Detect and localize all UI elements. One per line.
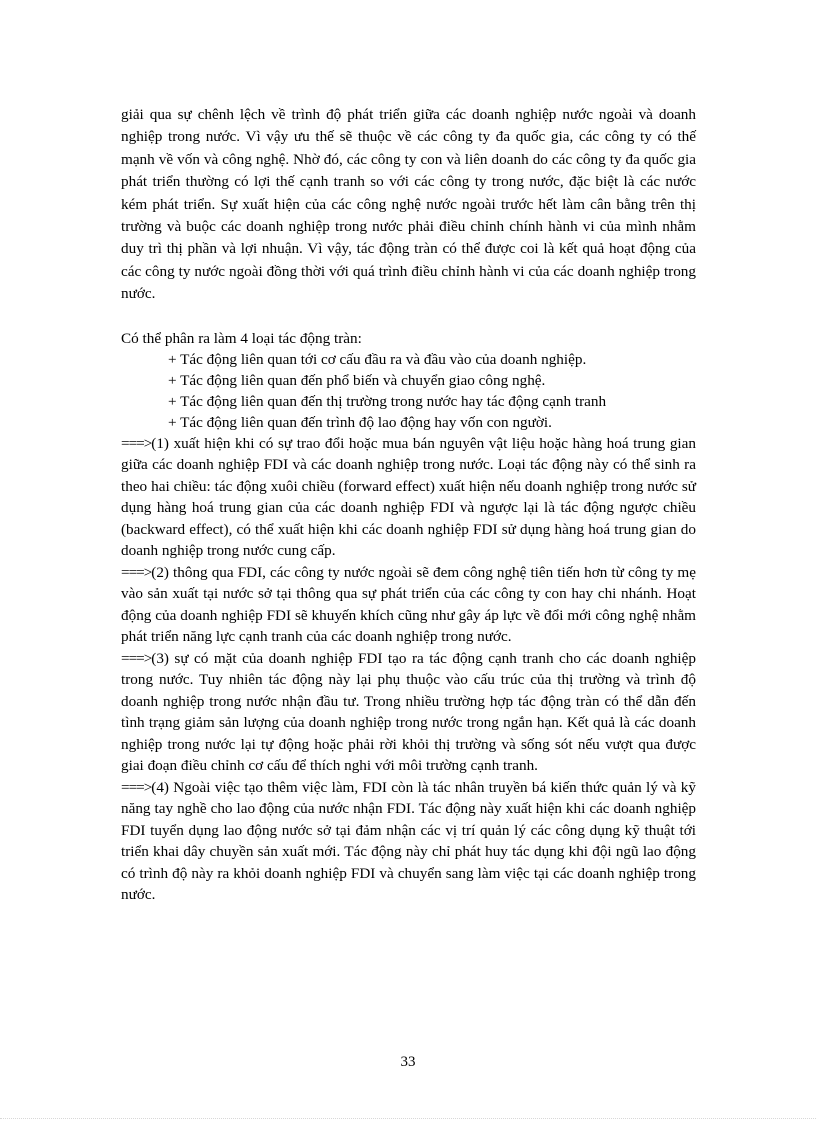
explanation-item-2 [121,562,696,648]
document-body [121,104,696,906]
bullet-item-1: + Tác động liên quan tới cơ cấu đầu ra và đầu vào của doanh nghiệp. [168,350,587,368]
page-bottom-divider [0,1118,816,1119]
explanation-text: (1) xuất hiện khi có sự trao đổi hoặc mua bán nguyên vật liệu hoặc hàng hoá trung gian giữa các doanh nghiệp FDI và các doanh nghiệp trong nước. Loại tác động này có thể sinh ra theo hai chiều: tác động xuôi chiều (forward effect) xuất hiện nếu doanh nghiệp trong nước sử dụng hàng hoá trung gian của các doanh nghiệp FDI và ngược lại là tác động ngược chiều (backward effect), có thể xuất hiện khi các doanh nghiệp FDI sử dụng hàng hoá trung gian do doanh nghiệp trong nước cung cấp. [121,434,696,560]
paragraph-spillover-explanation: giải qua sự chênh lệch về trình độ phát triển giữa các doanh nghiệp nước ngoài và doanh nghiệp trong nước. Vì vậy ưu thế sẽ thuộc về các công ty đa quốc gia, các công ty có thế mạnh về vốn và công nghệ. Nhờ đó, các công ty con và liên doanh do các công ty đa quốc gia phát triển thường có lợi thế cạnh tranh so với các công ty trong nước, đặc biệt là các nước kém phát triển. Sự xuất hiện của các công nghệ nước ngoài trước hết làm cân bằng trên thị trường và buộc các doanh nghiệp trong nước phải điều chỉnh chính hành vi của mình nhằm duy trì thị phần và lợi nhuận. Vì vậy, tác động tràn có thể được coi là kết quả hoạt động của các công ty nước ngoài đồng thời với quá trình điều chỉnh hành vi của các doanh nghiệp trong nước. [121,106,696,303]
explanation-text: (4) Ngoài việc tạo thêm việc làm, FDI còn là tác nhân truyền bá kiến thức quản lý và kỹ năng tay nghề cho lao động của nước nhận FDI. Tác động này xuất hiện khi các doanh nghiệp FDI tuyển dụng lao động nước sở tại đảm nhận các vị trí quản lý các công dụng kỹ thuật tới triển khai dây chuyền sản xuất mới. Tác động này chỉ phát huy tác dụng khi đội ngũ lao động có trình độ này ra khỏi doanh nghiệp FDI và chuyển sang làm việc tại các doanh nghiệp trong nước. [121,778,696,904]
page-number: 33 [400,1054,416,1070]
bullet-item-3: + Tác động liên quan đến thị trường trong nước hay tác động cạnh tranh [168,392,607,410]
bullet-item-2: + Tác động liên quan đến phổ biến và chuyển giao công nghệ. [168,371,546,389]
explanation-item-4 [121,777,696,906]
paragraph-gap [121,306,696,328]
spillover-types-intro: Có thể phân ra làm 4 loại tác động tràn: [121,329,362,347]
bullet-item-4: + Tác động liên quan đến trình độ lao động hay vốn con người. [168,413,552,431]
explanation-item-3 [121,648,696,777]
explanation-text: (2) thông qua FDI, các công ty nước ngoài sẽ đem công nghệ tiên tiến hơn từ công ty mẹ vào sản xuất tại nước sở tại thông qua sự phát triển của các công ty con hay chi nhánh. Hoạt động của doanh nghiệp FDI sẽ khuyến khích cũng như gây áp lực về đổi mới công nghệ nhằm phát triển năng lực cạnh tranh của các doanh nghiệp trong nước. [121,563,696,646]
arrow-marker: ===> [121,649,152,667]
explanation-text: (3) sự có mặt của doanh nghiệp FDI tạo ra tác động cạnh tranh cho các doanh nghiệp trong nước. Tuy nhiên tác động này lại phụ thuộc vào cấu trúc của thị trường và trình độ doanh nghiệp trong nước nhận đầu tư. Trong nhiều trường hợp tác động tràn có thể dẫn đến tình trạng giảm sản lượng của doanh nghiệp trong nước trong ngắn hạn. Kết quả là các doanh nghiệp trong nước lại tự động hoặc phải rời khỏi thị trường và sống sót nếu vượt qua được giai đoạn điều chỉnh cơ cấu để thích nghi với môi trường cạnh tranh. [121,649,696,775]
arrow-marker: ===> [121,563,152,581]
arrow-marker: ===> [121,778,152,796]
arrow-marker: ===> [121,434,152,452]
explanation-item-1 [121,433,696,562]
